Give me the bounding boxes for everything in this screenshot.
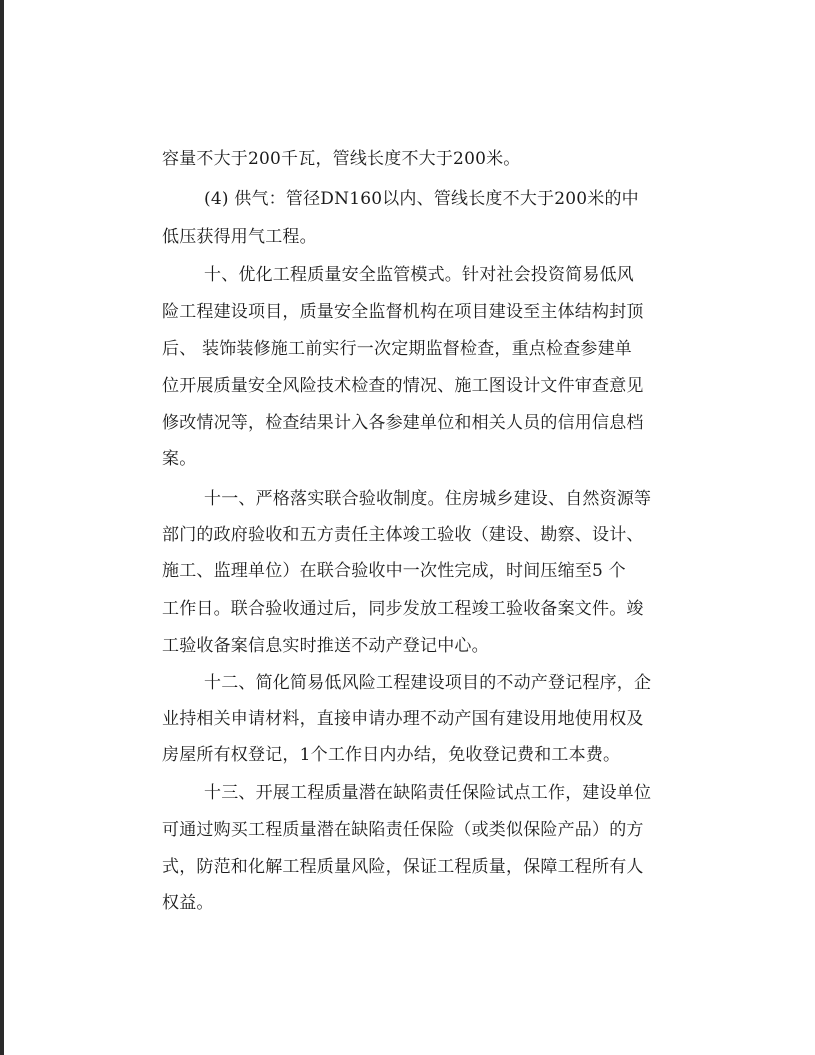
text-line-20: 式，防范和化解工程质量风险，保证工程质量，保障工程所有人 xyxy=(162,857,644,877)
text-line-13: 工作日。联合验收通过后，同步发放工程竣工验收备案文件。竣 xyxy=(162,599,644,619)
text-line-7: 位开展质量安全风险技术检查的情况、施工图设计文件审查意见 xyxy=(162,376,644,396)
text-line-16: 业持相关申请材料，直接申请办理不动产国有建设用地使用权及 xyxy=(162,709,644,729)
text-line-3: 低压获得用气工程。 xyxy=(162,227,317,247)
text-line-12: 施工、监理单位）在联合验收中一次性完成，时间压缩至5 个 xyxy=(162,561,626,581)
text-line-5: 险工程建设项目，质量安全监督机构在项目建设至主体结构封顶 xyxy=(162,302,644,322)
text-line-10: 十一、严格落实联合验收制度。住房城乡建设、自然资源等 xyxy=(204,489,652,509)
text-line-19: 可通过购买工程质量潜在缺陷责任保险（或类似保险产品）的方 xyxy=(162,820,644,840)
text-line-21: 权益。 xyxy=(162,893,214,913)
page-edge xyxy=(0,0,4,1055)
text-line-2: (4) 供气：管径DN160以内、管线长度不大于200米的中 xyxy=(204,189,639,209)
text-line-15: 十二、简化简易低风险工程建设项目的不动产登记程序，企 xyxy=(204,673,652,693)
text-line-6: 后、 装饰装修施工前实行一次定期监督检查，重点检查参建单 xyxy=(162,339,633,359)
text-line-18: 十三、开展工程质量潜在缺陷责任保险试点工作，建设单位 xyxy=(204,783,652,803)
text-line-9: 案。 xyxy=(162,449,197,469)
text-line-4: 十、优化工程质量安全监管模式。针对社会投资简易低风 xyxy=(204,265,634,285)
text-line-1: 容量不大于200千瓦，管线长度不大于200米。 xyxy=(162,149,521,169)
text-line-11: 部门的政府验收和五方责任主体竣工验收（建设、勘察、设计、 xyxy=(162,525,644,545)
text-line-17: 房屋所有权登记，1个工作日内办结，免收登记费和工本费。 xyxy=(162,745,621,765)
text-line-8: 修改情况等，检查结果计入各参建单位和相关人员的信用信息档 xyxy=(162,413,644,433)
text-line-14: 工验收备案信息实时推送不动产登记中心。 xyxy=(162,636,489,656)
